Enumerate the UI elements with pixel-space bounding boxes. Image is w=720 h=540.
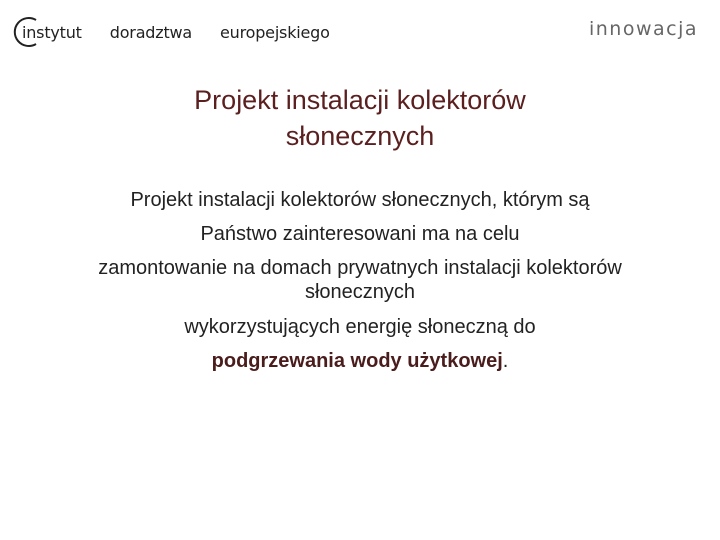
- body-line-2: Państwo zainteresowani ma na celu: [200, 223, 520, 245]
- body-line-3: zamontowanie na domach prywatnych instalacji kolektorów: [98, 257, 622, 279]
- header: [0, 0, 720, 60]
- body-line-4: słonecznych: [304, 281, 416, 303]
- logo-arc-icon: [12, 14, 42, 50]
- body-emphasis: podgrzewania wody użytkowej: [211, 350, 503, 372]
- body-paragraph: [20, 183, 700, 378]
- logo-word-europejskiego: europejskiego: [220, 22, 330, 42]
- title-line-2: słonecznych: [285, 121, 435, 151]
- title-line-1: Projekt instalacji kolektorów: [194, 85, 526, 115]
- body-line-5: wykorzystujących energię słoneczną do: [184, 316, 536, 338]
- body-period: .: [502, 350, 509, 372]
- logo-word-doradztwa: doradztwa: [109, 22, 193, 42]
- institute-logo: [12, 14, 330, 50]
- body-line-6: [20, 344, 700, 378]
- body-line-1: Projekt instalacji kolektorów słonecznych, którym są: [130, 189, 590, 211]
- page-title: [0, 82, 720, 154]
- logo-wordmark: [22, 23, 330, 42]
- innowacja-logo: innowacja: [588, 18, 698, 40]
- logo-word-instytut: instytut: [22, 22, 82, 42]
